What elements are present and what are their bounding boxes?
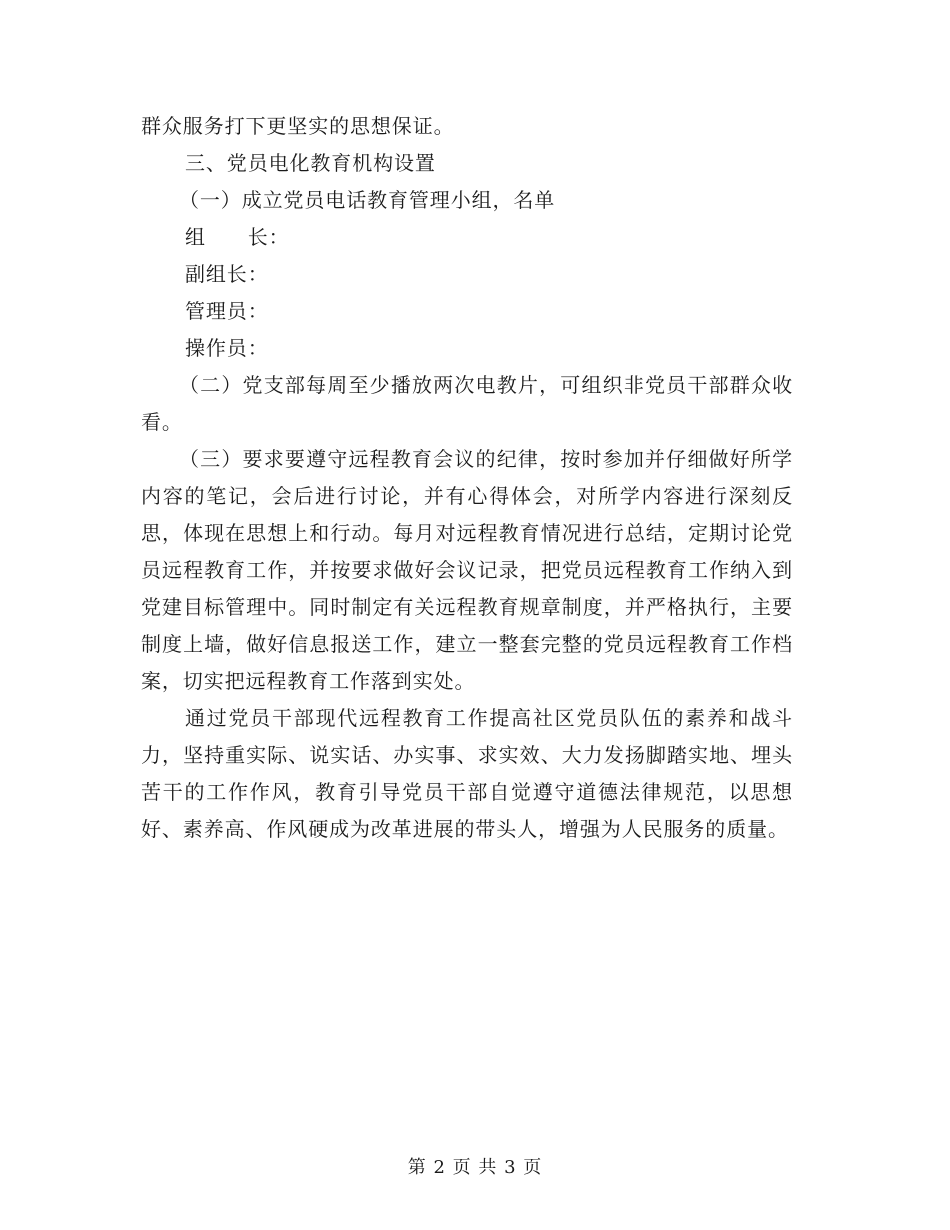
paragraph-item-two: （二）党支部每周至少播放两次电教片，可组织非党员干部群众收看。 <box>141 373 793 434</box>
role-administrator: 管理员： <box>185 299 269 323</box>
document-body <box>141 108 793 848</box>
role-operator: 操作员： <box>185 336 269 360</box>
paragraph-continuation: 群众服务打下更坚实的思想保证。 <box>141 114 455 138</box>
subsection-heading: （一）成立党员电话教育管理小组，名单 <box>179 188 556 212</box>
paragraph-item-three: （三）要求要遵守远程教育会议的纪律，按时参加并仔细做好所学内容的笔记，会后进行讨论，并有心得体会，对所学内容进行深刻反思，体现在思想上和行动。每月对远程教育情况进行总结，定期讨论党员远程教育工作，并按要求做好会议记录，把党员远程教育工作纳入到党建目标管理中。同时制定有关远程教育规章制度，并严格执行，主要制度上墙，做好信息报送工作，建立一整套完整的党员远程教育工作档案，切实把远程教育工作落到实处。 <box>141 447 793 693</box>
section-heading: 三、党员电化教育机构设置 <box>185 151 436 175</box>
role-leader: 组 长： <box>185 225 290 249</box>
role-deputy-leader: 副组长： <box>185 262 269 286</box>
page-number-footer: 第 2 页 共 3 页 <box>407 1157 543 1178</box>
paragraph-conclusion: 通过党员干部现代远程教育工作提高社区党员队伍的素养和战斗力，坚持重实际、说实话、办实事、求实效、大力发扬脚踏实地、埋头苦干的工作作风，教育引导党员干部自觉遵守道德法律规范，以思想好、素养高、作风硬成为改革进展的带头人，增强为人民服务的质量。 <box>141 706 793 841</box>
